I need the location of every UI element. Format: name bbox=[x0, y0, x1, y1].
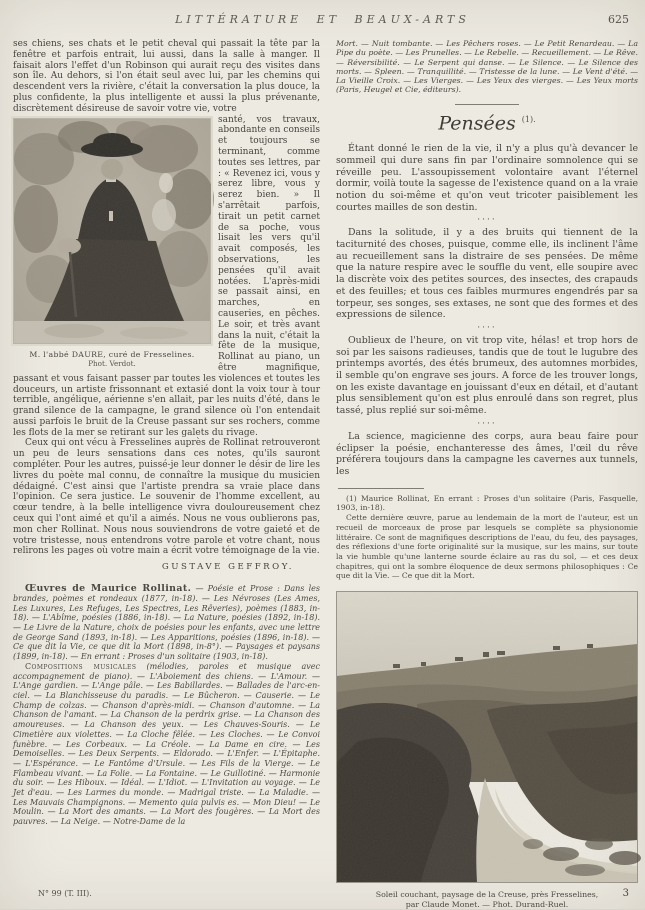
wrap-paragraph: santé, vos travaux, abondante en conseils et toujours se terminant, comme toutes ses lettres, par : « Revenez ici, vous y serez libre, vous y serez bien. » Il s'arrêtait parfois, tirait un petit carnet de sa poche, vous lisait les vers qu'il avait composés, les observations, les pensées qu'il avait notées. L'après-midi se passait ainsi, en marches, en causeries, en pêches. Le soir, et très avant dans la nuit, c'était la fête de la musique, Rollinat au piano, un être magnifique, passant et vous faisant passer par toutes les violences et toutes les douceurs, un artiste frissonnant et extasié dont la voix tour à tour terrible, angélique, aérienne s'en allait, par les nuits d'été, dans le grand silence de la campagne, le grand silence où l'on entendait aussi parfois le bruit de la Creuse passant sur ses rochers, comme les flots de la mer se retirant sur les galets du rivage. bbox=[13, 114, 320, 438]
footnote-marker: (1). bbox=[521, 114, 536, 124]
author-signature: GUSTAVE GEFFROY. bbox=[161, 562, 294, 573]
opening-paragraph: ses chiens, ses chats et le petit cheval qui passait la tête par la fenêtre et parfois entrait, lui aussi, dans la salle à manger. Il faisait alors l'effet d'un Robinson qui aurait reçu des visites dans son île. Au dehors, si l'on était seul avec lui, par les chemins qui descendent vers la rivière, c'était la conversation la plus douce, la plus confidente, la plus intelligente et aussi la plus prévenante, discrètement désireuse de savoir votre vie, votre bbox=[13, 39, 320, 114]
painting-caption-line1: Soleil couchant, paysage de la Creuse, près Fresselines, bbox=[375, 890, 599, 900]
journal-title: LITTÉRATURE ET BEAUX-ARTS bbox=[175, 13, 470, 26]
works-musical-list: (mélodies, paroles et musique avec accompagnement de piano). — L'Aboiement des chiens. — L'Amour. — L'Ange gardien. — L'Ange pâle. — Les Babillardes. — Ballades de l'arc-en-ciel. — La Blanchisseuse du paradis. — Le Bûcheron. — Causerie. — Le Champ de colzas. — Chanson d'après-midi. — Chanson d'automne. — La Chanson de l'amant. — La Chanson de la perdrix grise. — La Chanson des amoureuses. — La Chanson des yeux. — Les Chauves-Souris. — Le Cimetière aux violettes. — La Cloche fêlée. — Les Cloches. — Le Convoi funèbre. — Les Corbeaux. — La Créole. — La Dame en cire. — Les Demoiselles. — Les Deux Serpents. — Eldorado. — L'Enfer. — L'Épitaphe. — L'Espérance. — Le Fantôme d'Ursule. — Les Fils de la Vierge. — Le Flambeau vivant. — La Folie. — La Fontaine. — Le Guillotiné. — Harmonie du soir. — Les Hiboux. — Idéal. — L'Idiot. — L'Invitation au voyage. — Le Jet d'eau. — Les Larmes du monde. — Madrigal triste. — La Maladie. — Les Mauvais Champignons. — Memento quia pulvis es. — Mon Dieu! — Le Moulin. — La Mort des amants. — La Mort des fougères. — La Mort des pauvres. — La Neige. — Notre-Dame de la bbox=[13, 661, 321, 827]
photo-credit: Phot. Verdot. bbox=[88, 359, 136, 369]
paragraph-divider: ···· bbox=[477, 418, 497, 429]
page-number-top: 625 bbox=[608, 13, 629, 26]
sheet-number: 3 bbox=[622, 888, 629, 899]
photo-caption: M. l'abbé DAURE, curé de Fresselines. bbox=[29, 349, 195, 359]
pensee-paragraph: La science, magicienne des corps, aura beau faire pour éclipser la poésie, enchanteresse des âmes, l'œil du rêve préférera toujours dans la campagne les cavernes aux tunnels, les bbox=[336, 430, 638, 477]
pensee-paragraph: Étant donné le rien de la vie, il n'y a plus qu'à devancer le sommeil qui dure sans fin par l'ordinaire somnolence qui se réveille peu. L'assoupissement volontaire avant l'éternel dormir, voilà toute la sagesse de l'existence quand on a la vraie notion du soi-même et qu'on veut tricoter paisiblement les courtes mailles de son destin. bbox=[336, 143, 638, 213]
works-poetry-list: — Poésie et Prose : Dans les brandes, poèmes et rondeaux (1877, in-18). — Les Névroses (Les Ames, Les Luxures, Les Refuges, Les Spectres, Les Rêveries), poèmes (1883, in-18). — L'Abîme, poésies (1886, in-18). — La Nature, poésies (1892, in-18). — Le Livre de la Nature, choix de poésies pour les enfants, avec une lettre de George Sand (1893, in-18). — Les Apparitions, poésies (1896, in-18). — Ce que dit la Vie, ce que dit la Mort (1898, in-8°). — Paysages et paysans (1899, in-18). — En errant : Proses d'un solitaire (1903, in-18). bbox=[13, 584, 320, 662]
painting-caption-line2: par Claude Monet. — Phot. Durand-Ruel. bbox=[405, 899, 569, 909]
works-poetry-paragraph bbox=[13, 584, 320, 662]
paragraph-divider: ···· bbox=[477, 215, 497, 226]
right-column bbox=[336, 39, 639, 909]
works-musical-paragraph bbox=[13, 662, 320, 827]
article-title-text: Pensées bbox=[438, 112, 516, 135]
works-musical-label: Compositions musicales bbox=[25, 661, 137, 671]
monet-painting-image bbox=[336, 591, 638, 883]
pensee-paragraph: Oublieux de l'heure, on vit trop vite, hélas! et trop hors de soi par les saisons radieuses, tandis que de tout le lugubre des printemps avortés, des étés brumeux, des automnes morbides, il semble qu'on engrave ses jours. A force de les trouver longs, on les existe davantage en jouissant d'eux en détail, et d'autant plus sensiblement qu'on est plus enroulé dans son regret, plus tassé, plus replié sur soi-même. bbox=[336, 334, 639, 417]
abbe-daure-figure bbox=[13, 118, 211, 369]
left-column bbox=[13, 39, 320, 887]
section-divider-rule bbox=[455, 104, 519, 105]
footnote-body: Cette dernière œuvre, parue au lendemain de la mort de l'auteur, est un recueil de morceaux de prose par lesquels se complète sa physionomie littéraire. Ce sont de magnifiques descriptions de l'eau, du feu, des paysages, des réflexions d'une forte originalité sur la musique, sur les mains, sur toute la vie humble qu'une lanterne sourde éclaire au ras du sol, — et ces deux chapitres, qui ont la sombre éloquence de deux sermons philosophiques : Ce que dit la Vie. — Ce que dit la Mort. bbox=[336, 513, 638, 581]
works-continuation: Mort. — Nuit tombante. — Les Pêchers roses. — Le Petit Renardeau. — La Pipe du poète. — Les Prunelles. — Le Rebelle. — Recueillement. — Le Rêve. — Réversibilité. — Le Serpent qui danse. — Le Silence. — Le Silence des morts. — Spleen. — Tranquillité. — Tristesse de la lune. — Le Vent d'été. — La Vieille Croix. — Les Vierges. — Les Yeux des vierges. — Les Yeux morts (Paris, Heugel et Cie, éditeurs). bbox=[336, 39, 638, 95]
hommage-paragraph: Ceux qui ont vécu à Fresselines auprès de Rollinat retrouveront un peu de leurs sensations dans ces notes, qu'ils sauront compléter. Pour les autres, puissé-je leur donner le désir de lire les livres du poète mal connu, de connaître la musique du musicien dédaigné. C'est ainsi que l'artiste prendra sa vraie place dans l'opinion. Ce sera justice. Le souvenir de l'homme excellent, au cœur tendre, à la belle intelligence vivra douloureusement chez ceux qui l'ont aimé et qu'il a aimés. Nous ne vous oublierons pas, mon cher Rollinat. Nous nous souviendrons de votre gaieté et de votre tristesse, nous entendrons votre parole et votre chant, nous relirons les pages où votre main a écrit votre témoignage de la vie. bbox=[13, 438, 320, 557]
abbe-daure-photo bbox=[13, 118, 211, 344]
monet-figure bbox=[336, 591, 638, 910]
paragraph-divider: ···· bbox=[477, 322, 497, 333]
works-heading: Œuvres de Maurice Rollinat. bbox=[25, 583, 192, 595]
footnote-reference: (1) Maurice Rollinat, En errant : Proses d'un solitaire (Paris, Fasquelle, 1903, in-18). bbox=[336, 493, 638, 513]
pensee-paragraph: Dans la solitude, il y a des bruits qui tiennent de la taciturnité des choses, puisque, comme elle, ils inclinent l'âme au recueillement sans la distraire de ses pensées. De même que la nature respire avec le souffle du vent, elle soupire avec la discrète voix des petites sources, des insectes, des crapauds et des feuilles; et tous ces faibles murmures engendrés par sa torpeur, ses songes, ses extases, ne sont que des formes et des expressions de silence. bbox=[336, 227, 638, 321]
issue-number: N° 99 (T. III). bbox=[38, 889, 92, 898]
footnote-rule bbox=[338, 488, 424, 489]
article-title bbox=[336, 109, 638, 134]
